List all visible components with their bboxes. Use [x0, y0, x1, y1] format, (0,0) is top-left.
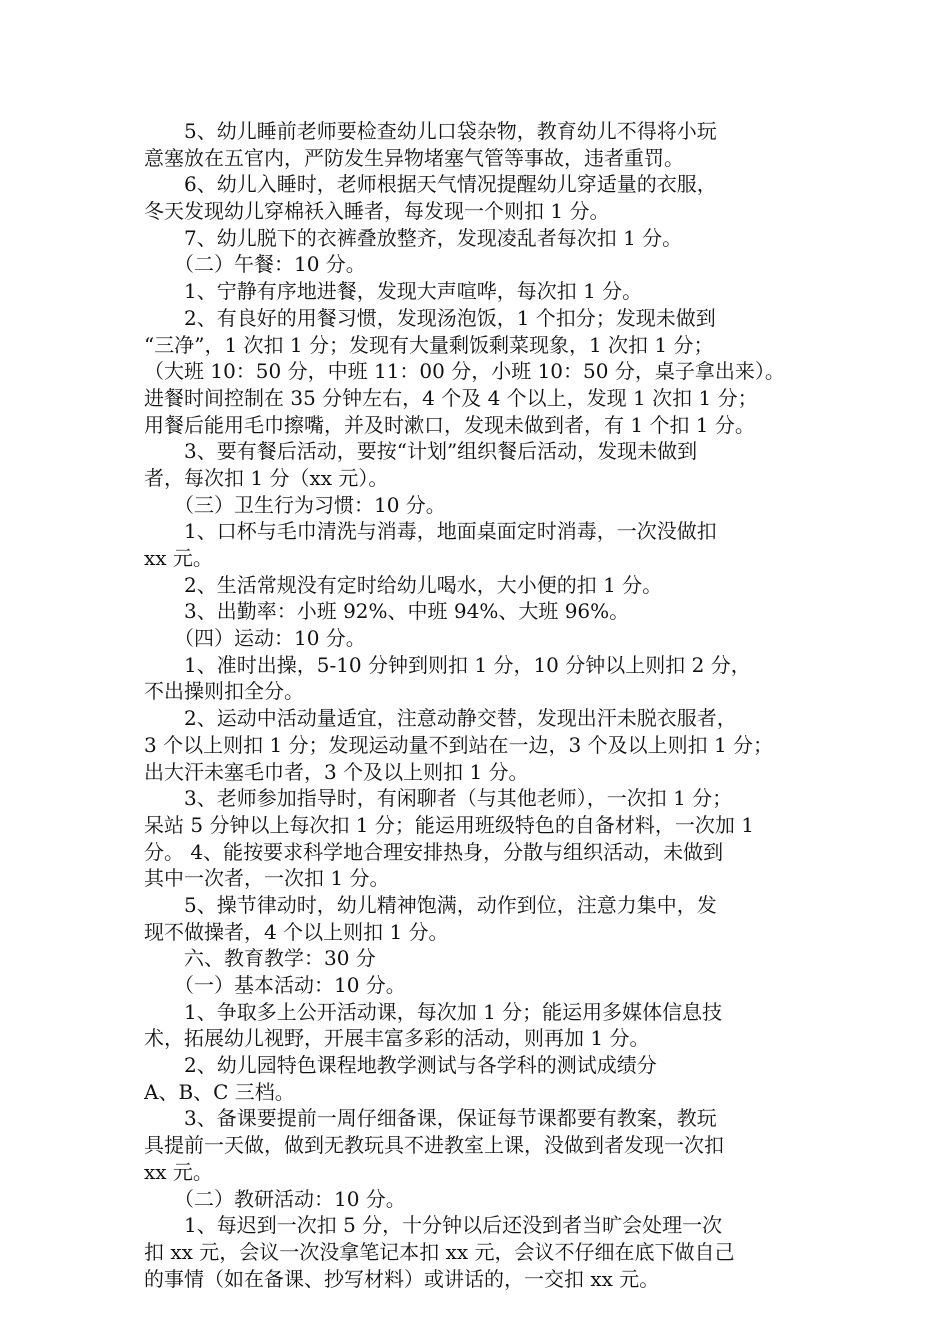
document-line: 2、生活常规没有定时给幼儿喝水，大小便的扣 1 分。	[144, 572, 663, 597]
document-line: 3、备课要提前一周仔细备课，保证每节课都要有教案，教玩	[144, 1106, 717, 1131]
document-line: 3、要有餐后活动，要按“计划”组织餐后活动，发现未做到	[144, 439, 698, 464]
document-line: 5、幼儿睡前老师要检查幼儿口袋杂物，教育幼儿不得将小玩	[144, 119, 717, 143]
document-line: 意塞放在五官内，严防发生异物堵塞气管等事故，违者重罚。	[144, 145, 684, 170]
document-line: 其中一次者，一次扣 1 分。	[144, 866, 390, 891]
document-line: 进餐时间控制在 35 分钟左右，4 个及 4 个以上，发现 1 次扣 1 分；	[144, 385, 758, 410]
document-line: 现不做操者，4 个以上则扣 1 分。	[144, 919, 449, 944]
document-line: xx 元。	[144, 546, 213, 570]
document-line: 1、口杯与毛巾清洗与消毒，地面桌面定时消毒，一次没做扣	[144, 519, 717, 544]
document-line: 3、出勤率：小班 92%、中班 94%、大班 96%。	[144, 599, 630, 624]
document-line: 用餐后能用毛巾擦嘴，并及时漱口，发现未做到者，有 1 个扣 1 分。	[144, 412, 755, 437]
document-line: 出大汗未塞毛巾者，3 个及以上则扣 1 分。	[144, 759, 529, 784]
document-line: 5、操节律动时，幼儿精神饱满，动作到位，注意力集中，发	[144, 892, 717, 917]
document-line: 1、宁静有序地进餐，发现大声喧哗，每次扣 1 分。	[144, 279, 643, 304]
document-line: 2、有良好的用餐习惯，发现汤泡饭，1 个扣分；发现未做到	[144, 305, 716, 330]
document-line: 6、幼儿入睡时，老师根据天气情况提醒幼儿穿适量的衣服，	[144, 172, 717, 197]
document-line: 冬天发现幼儿穿棉袄入睡者，每发现一个则扣 1 分。	[144, 199, 610, 224]
document-line: 具提前一天做，做到无教玩具不进教室上课，没做到者发现一次扣	[144, 1133, 724, 1158]
document-line: 1、争取多上公开活动课，每次加 1 分；能运用多媒体信息技	[144, 999, 723, 1024]
document-line: （二）午餐：10 分。	[144, 252, 366, 277]
document-line: （一）基本活动：10 分。	[144, 973, 406, 997]
document-line: 2、运动中活动量适宜，注意动静交替，发现出汗未脱衣服者，	[144, 706, 737, 731]
document-line: 不出操则扣全分。	[144, 679, 304, 704]
document-line: “三净”，1 次扣 1 分；发现有大量剩饭剩菜现象，1 次扣 1 分；	[144, 332, 714, 357]
document-line: 7、幼儿脱下的衣裤叠放整齐，发现凌乱者每次扣 1 分。	[144, 225, 683, 250]
document-line: 1、每迟到一次扣 5 分，十分钟以后还没到者当旷会处理一次	[144, 1213, 723, 1238]
document-line: （三）卫生行为习惯：10 分。	[144, 492, 446, 517]
document-line: 六、教育教学：30 分	[144, 946, 376, 971]
document-line: 术，拓展幼儿视野，开展丰富多彩的活动，则再加 1 分。	[144, 1026, 650, 1051]
document-line: （四）运动：10 分。	[144, 626, 366, 651]
document-line: 1、准时出操，5-10 分钟到则扣 1 分，10 分钟以上则扣 2 分，	[144, 652, 751, 677]
document-line: 呆站 5 分钟以上每次扣 1 分；能运用班级特色的自备材料，一次加 1	[144, 812, 754, 837]
document-line: A、B、C 三档。	[144, 1079, 295, 1104]
document-line: xx 元。	[144, 1159, 213, 1184]
document-line: 3、老师参加指导时，有闲聊者（与其他老师），一次扣 1 分；	[144, 786, 733, 811]
document-body	[144, 118, 816, 1292]
document-line: 者，每次扣 1 分（xx 元）。	[144, 465, 389, 490]
document-line: （二）教研活动：10 分。	[144, 1186, 406, 1211]
document-line: （大班 10：50 分，中班 11：00 分，小班 10：50 分，桌子拿出来）。	[144, 359, 785, 384]
document-line: 分。 4、能按要求科学地合理安排热身，分散与组织活动，未做到	[144, 839, 724, 864]
document-line: 扣 xx 元，会议一次没拿笔记本扣 xx 元，会议不仔细在底下做自己	[144, 1239, 735, 1264]
document-line: 的事情（如在备课、抄写材料）或讲话的，一交扣 xx 元。	[144, 1266, 660, 1291]
document-line: 2、幼儿园特色课程地教学测试与各学科的测试成绩分	[144, 1053, 657, 1078]
document-line: 3 个以上则扣 1 分；发现运动量不到站在一边，3 个及以上则扣 1 分；	[144, 732, 774, 757]
